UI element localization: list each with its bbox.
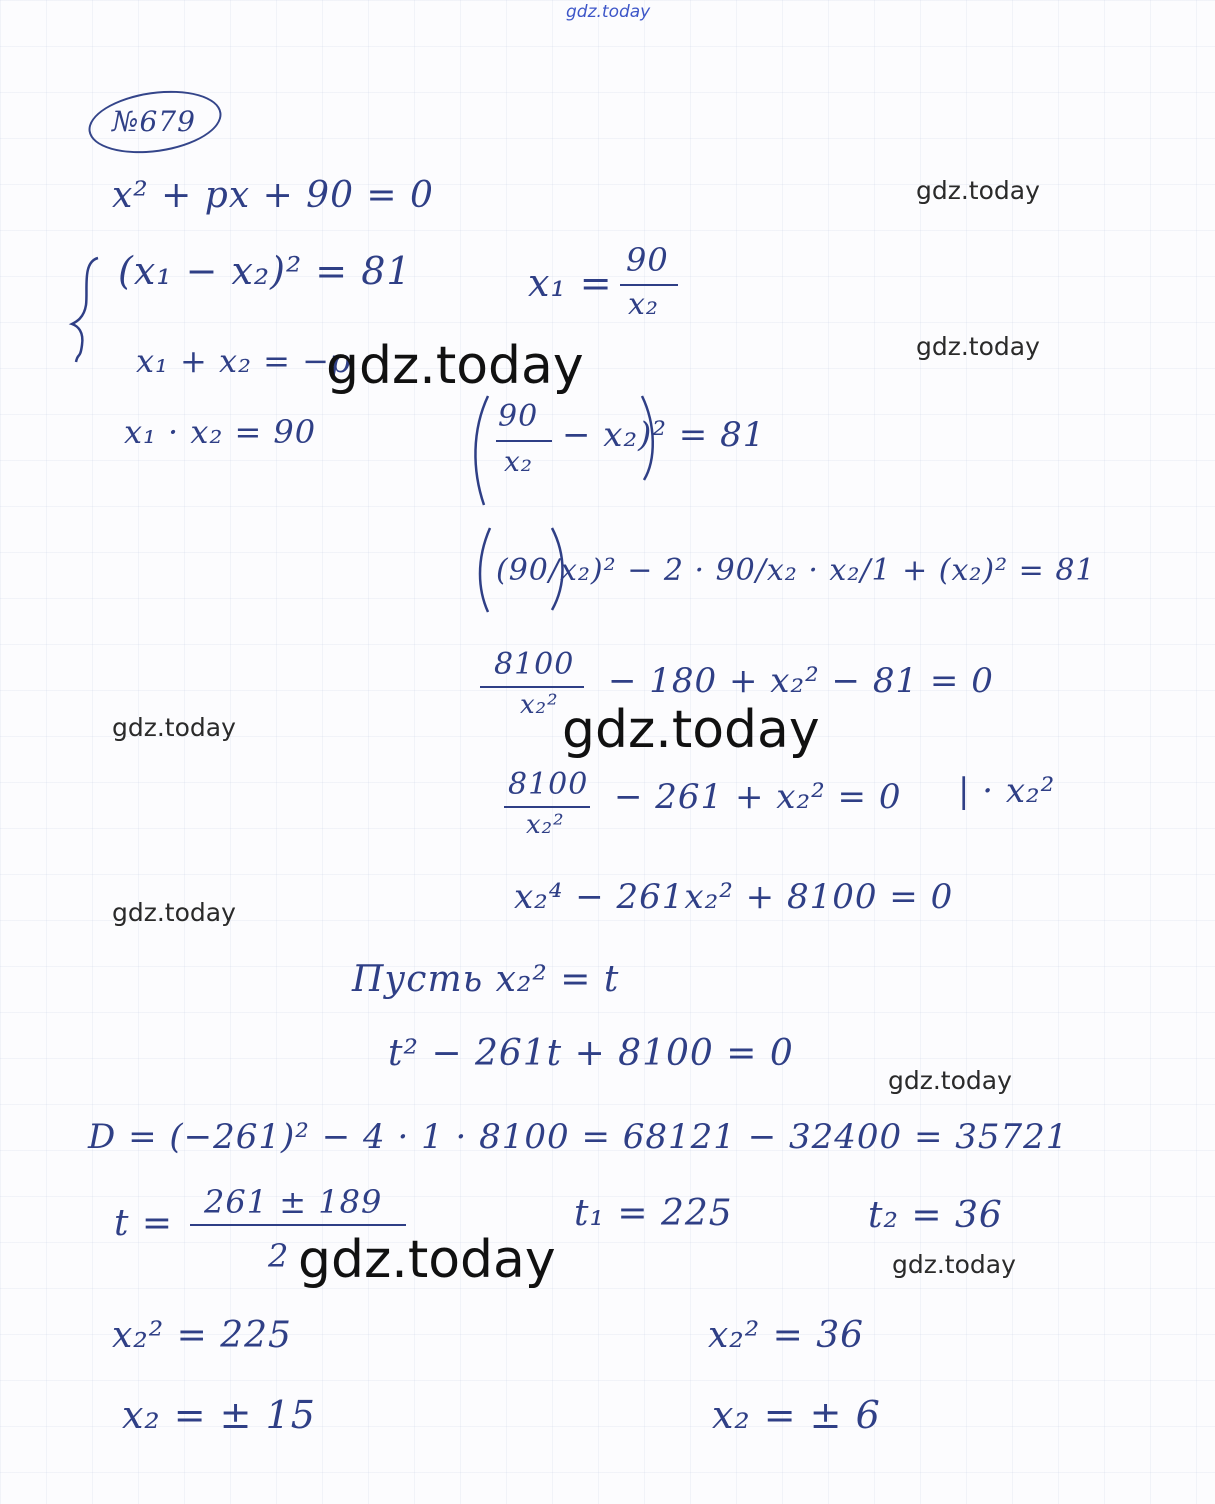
root-t1: t₁ = 225 (574, 1193, 733, 1234)
watermark-small: gdz.today (888, 1066, 1012, 1095)
result-x2-squared-36: x₂² = 36 (708, 1315, 865, 1356)
given-equation: x² + px + 90 = 0 (112, 175, 434, 216)
step4-fraction-line (504, 806, 590, 808)
x1-numerator: 90 (626, 241, 669, 279)
step3-rest: − 180 + x₂² − 81 = 0 (608, 661, 994, 701)
step1-open-paren (475, 396, 488, 505)
step1-numerator: 90 (498, 399, 539, 434)
step4-denominator: x₂² (526, 810, 565, 840)
step8-discriminant: D = (−261)² − 4 · 1 · 8100 = 68121 − 32400 = 35721 (88, 1117, 1069, 1157)
step7-quadratic: t² − 261t + 8100 = 0 (388, 1033, 794, 1074)
watermark-small: gdz.today (916, 176, 1040, 205)
watermark-large: gdz.today (562, 700, 820, 760)
step4-multiplier: | · x₂² (958, 771, 1056, 811)
step1-fraction-line (496, 440, 552, 442)
watermark-small: gdz.today (916, 332, 1040, 361)
watermark-top: gdz.today (566, 2, 651, 22)
step6-substitution: Пусть x₂² = t (352, 959, 620, 1000)
root-t2: t₂ = 36 (868, 1195, 1003, 1236)
step3-denominator: x₂² (520, 690, 559, 720)
system-line-3: x₁ · x₂ = 90 (124, 413, 317, 451)
step9-numerator: 261 ± 189 (204, 1183, 383, 1221)
result-x2-squared-225: x₂² = 225 (112, 1315, 292, 1356)
step9-fraction-line (190, 1224, 406, 1226)
system-brace (72, 258, 98, 362)
step1-rest: − x₂)² = 81 (562, 415, 766, 455)
step2-open-paren (480, 528, 490, 612)
watermark-large: gdz.today (326, 336, 584, 396)
step3-fraction-line (480, 686, 584, 688)
result-x2-pm15: x₂ = ± 15 (122, 1393, 316, 1437)
watermark-small: gdz.today (112, 898, 236, 927)
step9-lhs: t = (114, 1203, 174, 1244)
x1-expression-label: x₁ = (528, 261, 613, 305)
step1-denominator: x₂ (504, 445, 534, 478)
watermark-large: gdz.today (298, 1230, 556, 1290)
step5-biquadratic: x₂⁴ − 261x₂² + 8100 = 0 (514, 877, 954, 917)
watermark-small: gdz.today (892, 1250, 1016, 1279)
x1-denominator: x₂ (628, 287, 659, 322)
system-line-2: x₁ + x₂ = −p (136, 342, 352, 380)
step3-numerator: 8100 (494, 647, 575, 682)
step4-numerator: 8100 (508, 767, 589, 802)
problem-number: №679 (112, 105, 196, 138)
watermark-small: gdz.today (112, 713, 236, 742)
system-line-1: (x₁ − x₂)² = 81 (118, 249, 412, 293)
step2-expansion: (90/x₂)² − 2 · 90/x₂ · x₂/1 + (x₂)² = 81 (496, 553, 1096, 588)
result-x2-pm6: x₂ = ± 6 (712, 1393, 881, 1437)
x1-fraction-line (620, 284, 678, 286)
step9-denominator: 2 (268, 1237, 290, 1275)
step4-rest: − 261 + x₂² = 0 (614, 777, 902, 817)
